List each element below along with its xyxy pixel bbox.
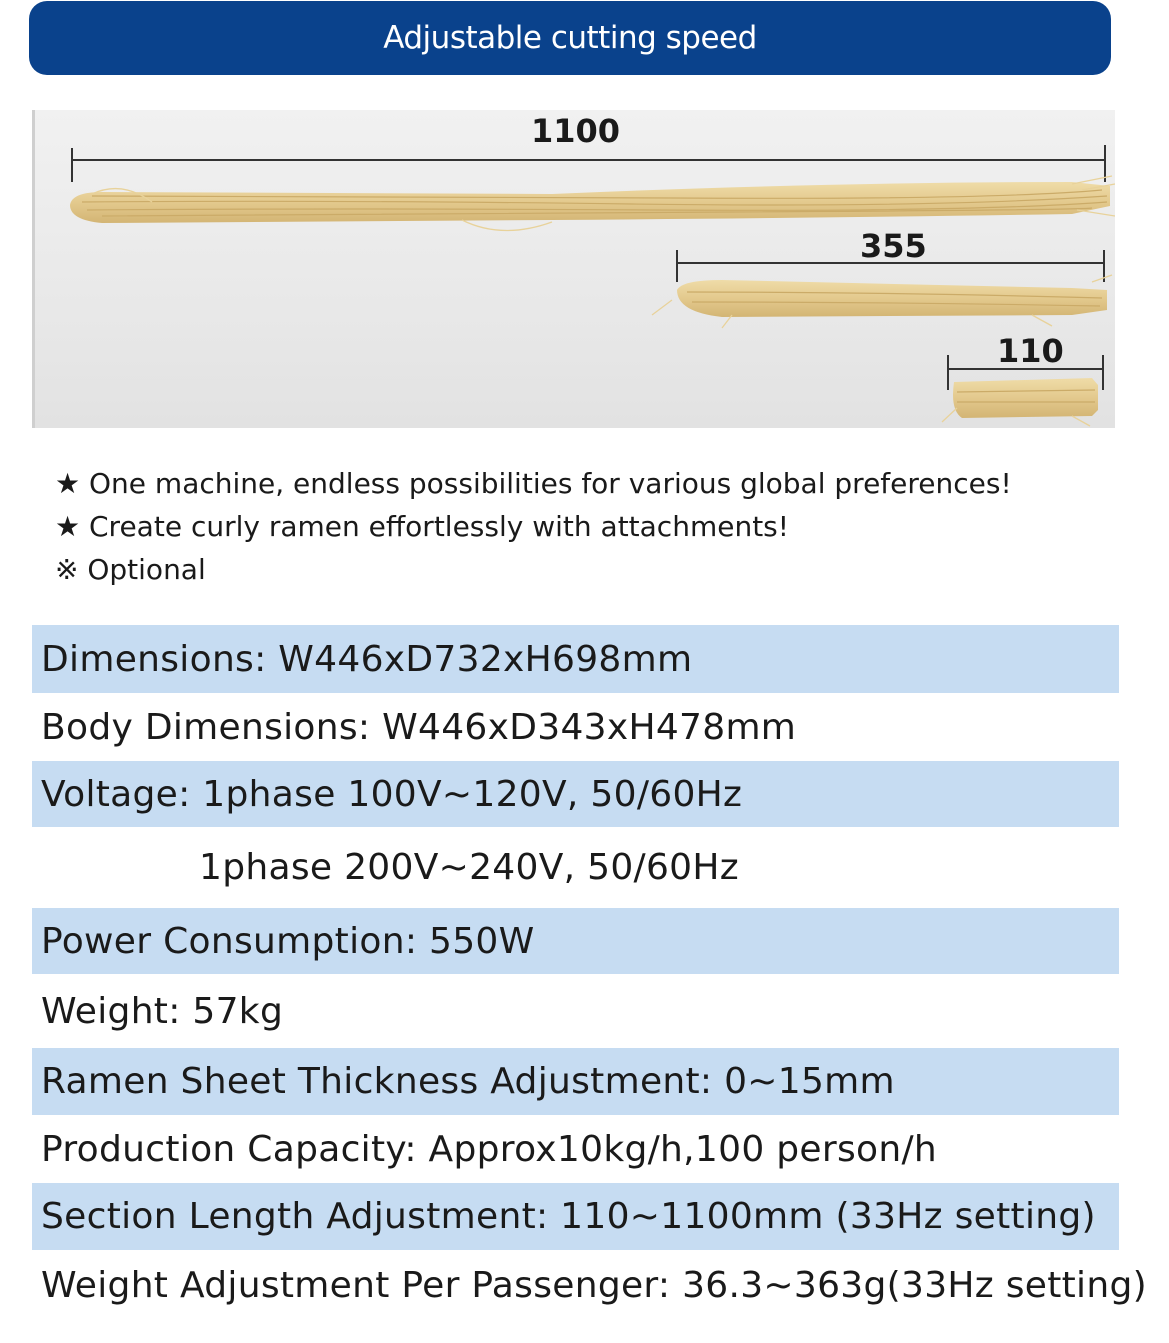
feature-list bbox=[55, 462, 1012, 591]
feature-item: ★ Create curly ramen effortlessly with attachments! bbox=[55, 510, 789, 543]
spec-weight-adjustment: Weight Adjustment Per Passenger: 36.3~363g(33Hz setting) bbox=[41, 1264, 1147, 1306]
spec-power: Power Consumption: 550W bbox=[32, 908, 1119, 974]
spec-voltage-alt: 1phase 200V~240V, 50/60Hz bbox=[199, 847, 739, 888]
spec-body-dimensions: Body Dimensions: W446xD343xH478mm bbox=[41, 706, 797, 748]
noodle-illustration bbox=[32, 110, 1115, 428]
measure-line-long bbox=[72, 145, 1105, 182]
header-banner bbox=[29, 1, 1111, 75]
feature-item: ★ One machine, endless possibilities for various global preferences! bbox=[55, 467, 1012, 500]
noodle-bundle-short bbox=[942, 378, 1098, 426]
spec-thickness: Ramen Sheet Thickness Adjustment: 0~15mm bbox=[32, 1048, 1119, 1115]
spec-capacity: Production Capacity: Approx10kg/h,100 person/h bbox=[41, 1128, 938, 1170]
spec-dimensions: Dimensions: W446xD732xH698mm bbox=[32, 625, 1119, 693]
measure-label-mid: 355 bbox=[860, 227, 927, 265]
spec-section-length: Section Length Adjustment: 110~1100mm (33Hz setting) bbox=[32, 1183, 1119, 1250]
noodle-length-photo bbox=[32, 110, 1115, 428]
measure-label-short: 110 bbox=[997, 332, 1064, 370]
noodle-bundle-mid bbox=[652, 275, 1112, 328]
noodle-bundle-long bbox=[70, 176, 1115, 231]
spec-weight: Weight: 57kg bbox=[41, 990, 284, 1032]
banner-title: Adjustable cutting speed bbox=[383, 20, 757, 56]
spec-table bbox=[32, 625, 1147, 1320]
measure-label-long: 1100 bbox=[531, 112, 621, 150]
spec-voltage: Voltage: 1phase 100V~120V, 50/60Hz bbox=[32, 761, 1119, 827]
optional-note: ※ Optional bbox=[55, 553, 206, 586]
